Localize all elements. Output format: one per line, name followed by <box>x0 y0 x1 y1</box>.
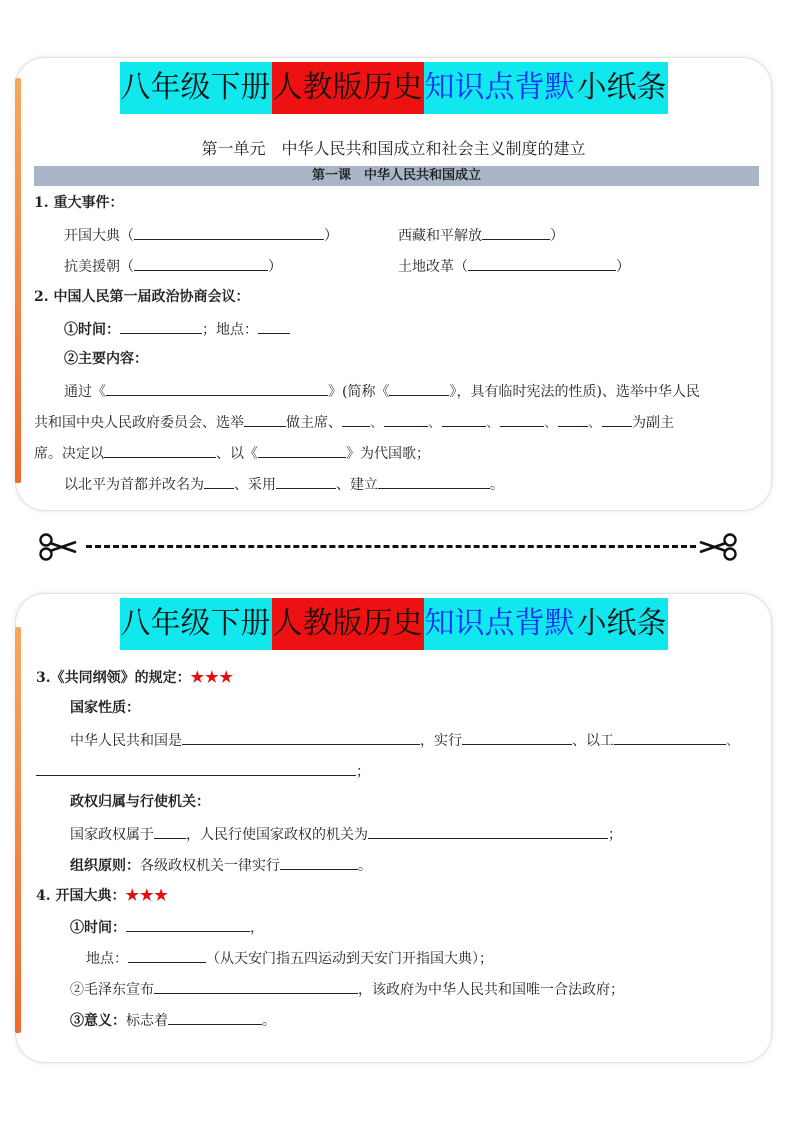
blank[interactable] <box>342 412 370 427</box>
nature-label: 国家性质： <box>70 700 140 716</box>
blank[interactable] <box>134 225 324 240</box>
blank[interactable] <box>280 855 358 870</box>
content-line-2: 共和国中央人民政府委员会、选举 做主席、 、 、 、 、 、 为副主 <box>34 412 674 432</box>
cppcc-time-place: ①时间： ；地点： <box>64 319 290 339</box>
blank[interactable] <box>168 1010 262 1025</box>
blank[interactable] <box>276 474 336 489</box>
title-part-note: 小纸条 <box>576 62 668 114</box>
blank[interactable] <box>134 256 268 271</box>
nature-line: 中华人民共和国是 ，实行 、以工 、 <box>70 730 740 750</box>
blank[interactable] <box>106 381 328 396</box>
power-label: 政权归属与行使机关： <box>70 794 210 810</box>
section-2-heading: 2. 中国人民第一届政治协商会议： <box>34 289 250 305</box>
org-line: 组织原则：各级政权机关一律实行 。 <box>70 855 372 875</box>
blank[interactable] <box>384 412 428 427</box>
nature-line-cont: ； <box>36 761 370 781</box>
blank[interactable] <box>389 381 449 396</box>
blank[interactable] <box>258 319 290 334</box>
mao-announcement: ②毛泽东宣布 ，该政府为中华人民共和国唯一合法政府； <box>70 979 624 999</box>
title-part-knowledge: 知识点背默 <box>424 62 576 114</box>
ceremony-time: ①时间： ， <box>70 917 264 937</box>
blank[interactable] <box>602 412 632 427</box>
blank[interactable] <box>182 730 420 745</box>
dashed-line <box>86 545 696 548</box>
content-line-1: 通过《 》(简称《 》，具有临时宪法的性质)、选举中华人民 <box>64 381 700 401</box>
blank[interactable] <box>500 412 544 427</box>
blank[interactable] <box>378 474 490 489</box>
blank[interactable] <box>120 319 202 334</box>
blank[interactable] <box>462 730 572 745</box>
card-accent-bar <box>15 627 21 1033</box>
section-3-heading: 3.《共同纲领》的规定：★★★ <box>36 668 234 686</box>
event-korean-war: 抗美援朝（ ） <box>64 256 282 276</box>
note-card-1 <box>15 57 772 511</box>
blank[interactable] <box>468 256 616 271</box>
blank[interactable] <box>36 761 356 776</box>
power-line: 国家政权属于 ，人民行使国家政权的机关为 ； <box>70 824 622 844</box>
title-part-edition: 人教版历史 <box>272 62 424 114</box>
blank[interactable] <box>154 979 358 994</box>
cut-line <box>38 530 738 564</box>
blank[interactable] <box>442 412 486 427</box>
section-1-heading: 1. 重大事件： <box>34 195 124 211</box>
lesson-bar: 第一课 中华人民共和国成立 <box>34 166 759 186</box>
importance-stars: ★★★ <box>125 886 169 904</box>
title-part-note: 小纸条 <box>576 598 668 650</box>
content-line-3: 席。决定以 、以《 》为代国歌； <box>34 443 430 463</box>
blank[interactable] <box>614 730 726 745</box>
title-part-edition: 人教版历史 <box>272 598 424 650</box>
unit-heading: 第一单元 中华人民共和国成立和社会主义制度的建立 <box>201 139 586 158</box>
importance-stars: ★★★ <box>190 668 234 686</box>
title-part-grade: 八年级下册 <box>120 62 272 114</box>
blank[interactable] <box>244 412 286 427</box>
blank[interactable] <box>258 443 346 458</box>
scissors-icon <box>38 532 78 562</box>
title-part-grade: 八年级下册 <box>120 598 272 650</box>
scissors-icon <box>698 532 738 562</box>
event-tibet-liberation: 西藏和平解放 ） <box>398 225 564 245</box>
cppcc-content-label: ②主要内容： <box>64 351 148 367</box>
ceremony-meaning: ③意义：标志着 。 <box>70 1010 276 1030</box>
card-title <box>16 62 771 114</box>
blank[interactable] <box>128 948 206 963</box>
event-land-reform: 土地改革（ ） <box>398 256 630 276</box>
title-part-knowledge: 知识点背默 <box>424 598 576 650</box>
card-title <box>16 598 771 650</box>
event-founding-ceremony: 开国大典（ ） <box>64 225 338 245</box>
blank[interactable] <box>126 917 250 932</box>
blank[interactable] <box>204 474 234 489</box>
blank[interactable] <box>482 225 550 240</box>
blank[interactable] <box>154 824 186 839</box>
blank[interactable] <box>368 824 608 839</box>
note-card-2 <box>15 593 772 1063</box>
ceremony-place: 地点： （从天安门指五四运动到天安门开指国大典）； <box>86 948 493 968</box>
section-4-heading: 4. 开国大典：★★★ <box>36 886 169 904</box>
content-line-4: 以北平为首都并改名为 、采用 、建立 。 <box>64 474 504 494</box>
blank[interactable] <box>558 412 588 427</box>
blank[interactable] <box>104 443 216 458</box>
